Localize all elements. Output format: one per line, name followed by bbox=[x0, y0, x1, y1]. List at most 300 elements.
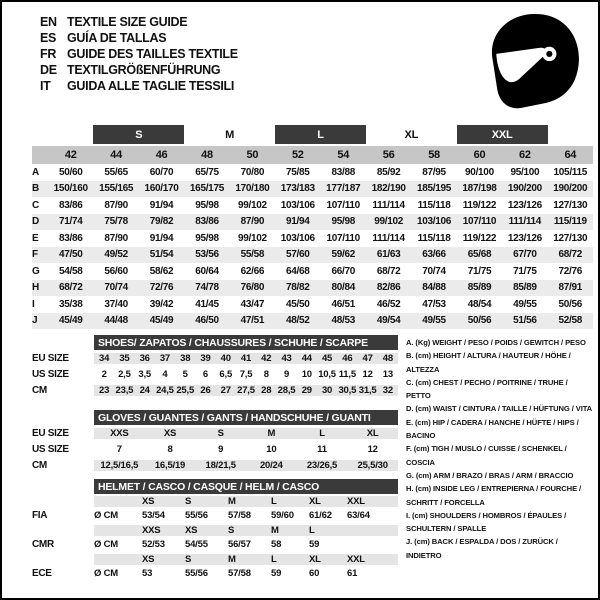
row-label: H bbox=[32, 282, 39, 294]
cell: 83/86 bbox=[58, 199, 83, 211]
helmet-fia-values-row bbox=[32, 509, 398, 524]
main-size-table bbox=[32, 125, 593, 329]
cell: 115/119 bbox=[553, 216, 587, 228]
cell: 68/72 bbox=[558, 249, 583, 261]
cell: 103/106 bbox=[280, 199, 315, 211]
cell: 68/72 bbox=[376, 265, 401, 277]
cell: 36 bbox=[139, 352, 150, 364]
helmet-cmr-sizes-row bbox=[32, 523, 398, 538]
cell: 6,5 bbox=[219, 368, 233, 380]
cell: 38 bbox=[180, 352, 191, 364]
cell: 7,5 bbox=[239, 368, 253, 380]
cell: 59 bbox=[271, 568, 282, 580]
cell: 91/94 bbox=[149, 232, 174, 244]
table-row-a bbox=[32, 164, 593, 181]
row-label: C bbox=[32, 199, 39, 211]
lang-code: DE bbox=[40, 63, 57, 77]
cell: 185/195 bbox=[417, 183, 452, 195]
cell: 84/88 bbox=[422, 282, 446, 294]
row-values bbox=[94, 539, 398, 550]
cell: 48/54 bbox=[467, 298, 492, 310]
lang-title: TEXTILE SIZE GUIDE bbox=[67, 15, 188, 29]
cell: 190/200 bbox=[553, 183, 588, 195]
cell: 56 bbox=[382, 149, 395, 161]
cell: XXL bbox=[347, 495, 365, 507]
cell: 11 bbox=[317, 443, 327, 455]
cell: 49/55 bbox=[422, 315, 446, 327]
row-values bbox=[94, 568, 398, 579]
lang-row-de bbox=[40, 62, 238, 78]
cell bbox=[94, 554, 142, 565]
cell: 54/55 bbox=[185, 539, 208, 551]
cell: 85/92 bbox=[376, 166, 401, 178]
cell: 91/94 bbox=[149, 199, 174, 211]
cell: 26 bbox=[200, 384, 211, 396]
band-m: M bbox=[225, 128, 235, 141]
shoes-cm-row bbox=[32, 382, 398, 398]
cell: 99/102 bbox=[237, 232, 267, 244]
cell: XXL bbox=[347, 553, 365, 565]
cell: 85/89 bbox=[467, 282, 492, 294]
lang-code: IT bbox=[40, 79, 51, 93]
cell: 44 bbox=[110, 149, 122, 161]
cell: 6 bbox=[202, 368, 208, 380]
cell: 48/53 bbox=[331, 315, 355, 327]
table-row-c bbox=[32, 197, 593, 214]
cell: 80/84 bbox=[331, 282, 355, 294]
cell: 187/198 bbox=[462, 183, 497, 195]
cell: 119/122 bbox=[462, 232, 497, 244]
cell: 54 bbox=[337, 149, 350, 161]
row-values bbox=[48, 315, 593, 326]
cell: 55/56 bbox=[185, 510, 208, 522]
cell: 59/62 bbox=[331, 249, 355, 261]
cell: 37 bbox=[159, 352, 171, 364]
cell: 57/58 bbox=[228, 510, 251, 522]
cell: 39/42 bbox=[149, 298, 174, 310]
gloves-header-row bbox=[32, 410, 398, 425]
cell: 51/56 bbox=[513, 315, 537, 327]
cell: 49/52 bbox=[104, 249, 128, 261]
cell: 65/68 bbox=[467, 249, 492, 261]
cell: 53 bbox=[142, 568, 153, 580]
row-values bbox=[48, 299, 593, 310]
cell: 60/70 bbox=[149, 166, 174, 178]
cell: M bbox=[271, 524, 279, 536]
row-label: US SIZE bbox=[32, 443, 69, 455]
row-values bbox=[94, 353, 398, 364]
legend-item-c: C. (cm) CHEST / PECHO / POITRINE / TRUHE / PETTO bbox=[406, 377, 568, 401]
cell: 61 bbox=[347, 568, 358, 580]
cell: 66/70 bbox=[331, 265, 355, 277]
cell: 57/58 bbox=[228, 568, 251, 580]
cell: L bbox=[319, 427, 325, 439]
row-values bbox=[94, 460, 398, 471]
cell: 4 bbox=[162, 368, 168, 380]
cell: 49/55 bbox=[513, 298, 537, 310]
cell: S bbox=[185, 553, 192, 565]
cell: Ø CM bbox=[94, 568, 119, 580]
cell: XS bbox=[163, 427, 177, 439]
cell: 160/170 bbox=[144, 183, 179, 195]
cell: 87/90 bbox=[104, 199, 128, 211]
legend-item-d: D. (cm) WAIST / CINTURA / TAILLE / HÜFTUNG / VITA bbox=[406, 404, 593, 414]
cell: 46 bbox=[155, 149, 168, 161]
table-row-e bbox=[32, 230, 593, 247]
cell: 75/78 bbox=[104, 216, 128, 228]
cell: 63/66 bbox=[422, 249, 446, 261]
size-header-row bbox=[32, 146, 593, 164]
lang-row-en bbox=[40, 14, 238, 30]
cell: 103/106 bbox=[417, 216, 452, 228]
cell: 71/75 bbox=[467, 265, 492, 277]
row-values bbox=[48, 183, 593, 194]
cell: 150/160 bbox=[53, 183, 88, 195]
cell: 182/190 bbox=[371, 183, 406, 195]
cell: 76/80 bbox=[240, 282, 265, 294]
size-values bbox=[48, 149, 593, 161]
cell: 155/165 bbox=[99, 183, 134, 195]
cell: 60 bbox=[473, 149, 486, 161]
lang-row-it bbox=[40, 78, 238, 94]
cell: 54/58 bbox=[58, 265, 83, 277]
band-s: S bbox=[93, 125, 184, 144]
band-xl: XL bbox=[404, 128, 419, 141]
cell: 87/91 bbox=[558, 282, 583, 294]
row-label: CM bbox=[32, 384, 47, 396]
cell: 20/24 bbox=[259, 459, 283, 471]
cell: Ø CM bbox=[94, 510, 119, 522]
row-label: CMR bbox=[32, 539, 54, 551]
legend-item-j: J. (cm) BACK / ESPALDA / DOS / ZURÜCK / INDIETRO bbox=[406, 537, 558, 560]
cell: 41 bbox=[240, 352, 252, 364]
table-row-j bbox=[32, 313, 593, 330]
cell: 24,5 bbox=[156, 384, 174, 396]
cell: 23,5 bbox=[115, 384, 134, 396]
row-label: B bbox=[32, 183, 39, 195]
cell: 43 bbox=[281, 352, 292, 364]
size-band-row bbox=[48, 125, 593, 144]
cell: 60 bbox=[309, 568, 320, 580]
row-values bbox=[48, 233, 593, 244]
cell: 59/60 bbox=[271, 510, 294, 522]
cell: 28 bbox=[261, 384, 272, 396]
cell: L bbox=[271, 553, 277, 565]
cell: 111/114 bbox=[372, 232, 405, 244]
cell: 7 bbox=[116, 443, 122, 455]
row-values bbox=[48, 266, 593, 277]
shoes-us-row bbox=[32, 366, 398, 382]
cell: 83/86 bbox=[195, 216, 219, 228]
cell: 18/21,5 bbox=[205, 459, 236, 471]
cell: 49/54 bbox=[376, 315, 401, 327]
cell: 83/88 bbox=[331, 166, 355, 178]
cell: 23/26,5 bbox=[306, 459, 338, 471]
cell: 74/78 bbox=[195, 282, 219, 294]
row-values bbox=[94, 525, 398, 536]
cell: 75/85 bbox=[286, 166, 310, 178]
row-label: D bbox=[32, 216, 39, 228]
cell: 11,5 bbox=[338, 368, 356, 380]
row-values bbox=[94, 554, 398, 565]
lang-code: ES bbox=[40, 31, 57, 45]
cell: S bbox=[228, 524, 235, 536]
cell: L bbox=[309, 524, 315, 536]
cell: 105/115 bbox=[553, 166, 588, 178]
accessory-tables bbox=[32, 335, 398, 581]
cell: 47/53 bbox=[422, 298, 446, 310]
cell: 68/72 bbox=[58, 282, 83, 294]
cell: 83/86 bbox=[58, 232, 83, 244]
shoes-header-row bbox=[32, 335, 398, 350]
cell: 52/58 bbox=[558, 315, 583, 327]
cell: 28,5 bbox=[277, 384, 296, 396]
cell: XL bbox=[366, 427, 379, 439]
cell: XS bbox=[142, 495, 155, 507]
cell: 52 bbox=[291, 149, 304, 161]
cell: XXS bbox=[142, 524, 161, 536]
cell: 55/65 bbox=[104, 166, 128, 178]
cell: 71/75 bbox=[513, 265, 537, 277]
cell: 53/56 bbox=[195, 249, 219, 261]
cell: 10 bbox=[301, 368, 312, 380]
cell: 9 bbox=[218, 443, 224, 455]
cell: 43/47 bbox=[240, 298, 265, 310]
cell: 71/74 bbox=[58, 216, 83, 228]
helmet-fia-sizes-row bbox=[32, 494, 398, 509]
cell: M bbox=[228, 553, 236, 565]
cell: 9 bbox=[283, 368, 290, 380]
cell: 95/98 bbox=[195, 199, 219, 211]
cell: 29 bbox=[301, 384, 312, 396]
cell: 70/74 bbox=[104, 282, 128, 294]
band-l: L bbox=[275, 125, 366, 144]
cell: 111/114 bbox=[508, 216, 542, 228]
cell: 62/66 bbox=[240, 265, 265, 277]
cell: 59 bbox=[309, 539, 320, 551]
racing-helmet-icon bbox=[482, 8, 584, 110]
cell: 31,5 bbox=[358, 384, 377, 396]
cell: 64/68 bbox=[286, 265, 310, 277]
gloves-us-row bbox=[32, 441, 398, 457]
lang-row-es bbox=[40, 30, 238, 46]
cell: 35/38 bbox=[58, 298, 83, 310]
cell: 12 bbox=[367, 443, 378, 455]
cell: 58 bbox=[428, 149, 440, 161]
helmet-cmr-values-row bbox=[32, 538, 398, 553]
cell: XL bbox=[309, 495, 321, 507]
cell: 115/118 bbox=[417, 199, 451, 211]
shoes-eu-row bbox=[32, 350, 398, 366]
lang-title: GUÍA DE TALLAS bbox=[67, 31, 167, 45]
cell: 5 bbox=[182, 368, 188, 380]
cell: XS bbox=[142, 553, 155, 565]
helmet-header-row bbox=[32, 479, 398, 494]
band-xxl: XXL bbox=[457, 125, 548, 144]
cell: 87/95 bbox=[422, 166, 446, 178]
cell: 42 bbox=[64, 149, 77, 161]
row-values bbox=[94, 428, 398, 439]
lang-title: GUIDA ALLE TAGLIE TESSILI bbox=[67, 79, 235, 93]
cell: 90/100 bbox=[465, 166, 494, 178]
row-label: G bbox=[32, 265, 40, 277]
row-values bbox=[48, 167, 593, 178]
cell: 67/70 bbox=[513, 249, 537, 261]
cell: XL bbox=[309, 553, 321, 565]
lang-code: EN bbox=[40, 15, 57, 29]
cell: 63/64 bbox=[347, 510, 370, 522]
cell: 41/45 bbox=[195, 298, 219, 310]
row-label: A bbox=[32, 166, 39, 178]
legend-item-a: A. (Kg) WEIGHT / PESO / POIDS / GEWITCH / PESO bbox=[406, 338, 586, 347]
row-values bbox=[48, 249, 593, 260]
cell: 2 bbox=[101, 368, 107, 380]
measurement-legend bbox=[398, 335, 594, 562]
cell: 16,5/19 bbox=[154, 459, 186, 471]
row-values bbox=[94, 510, 398, 521]
table-row-d bbox=[32, 214, 593, 231]
cell: 50/60 bbox=[58, 166, 83, 178]
cell: 87/90 bbox=[104, 232, 128, 244]
cell: 39 bbox=[200, 352, 211, 364]
cell: 53/54 bbox=[142, 510, 165, 522]
cell: 27 bbox=[220, 384, 231, 396]
cell: M bbox=[228, 495, 236, 507]
cell: 170/180 bbox=[235, 183, 270, 195]
cell: 58 bbox=[271, 539, 282, 551]
row-label: E bbox=[32, 232, 39, 244]
row-label: EU SIZE bbox=[32, 427, 69, 439]
cell: S bbox=[217, 427, 224, 439]
cell: 47/50 bbox=[58, 249, 83, 261]
cell: 52/53 bbox=[142, 539, 165, 551]
cell: 23 bbox=[99, 384, 110, 396]
cell: L bbox=[271, 495, 277, 507]
lang-title: TEXTILGRÖßENFÜHRUNG bbox=[67, 63, 221, 77]
cell: S bbox=[185, 495, 192, 507]
helmet-ece-sizes-row bbox=[32, 552, 398, 567]
legend-item-e: E. (cm) HIP / CADERA / HANCHE / HÜFTE / HIPS / BACINO bbox=[406, 417, 579, 441]
cell: 45 bbox=[321, 352, 333, 364]
cell: 44/48 bbox=[104, 315, 128, 327]
cell: 46/51 bbox=[331, 298, 355, 310]
cell: 48 bbox=[382, 352, 393, 364]
cell: 50/56 bbox=[467, 315, 492, 327]
row-label: FIA bbox=[32, 510, 48, 522]
legend-item-h: H. (cm) INSIDE LEG / ENTREPIERNA / FOURCHE / SCHRITT / FORCELLA bbox=[406, 484, 582, 507]
cell: 8 bbox=[263, 368, 269, 380]
cell: 123/126 bbox=[507, 199, 542, 211]
cell: 48/52 bbox=[286, 315, 310, 327]
row-values bbox=[48, 200, 593, 211]
gloves-cm-row bbox=[32, 457, 398, 473]
cell: 46/52 bbox=[376, 298, 401, 310]
lang-code: FR bbox=[40, 47, 57, 61]
cell: 61/63 bbox=[376, 249, 401, 261]
cell: 48 bbox=[201, 149, 213, 161]
cell: 45/50 bbox=[286, 298, 310, 310]
row-values bbox=[94, 385, 398, 396]
cell: 190/200 bbox=[507, 183, 542, 195]
cell: 24 bbox=[139, 384, 150, 396]
cell: M bbox=[267, 427, 276, 439]
cell: 177/187 bbox=[326, 183, 361, 195]
row-values bbox=[94, 444, 398, 455]
table-row-g bbox=[32, 263, 593, 280]
cell: 58/62 bbox=[149, 265, 174, 277]
cell: 95/98 bbox=[195, 232, 219, 244]
cell bbox=[94, 496, 142, 507]
table-row-b bbox=[32, 181, 593, 198]
lang-title: GUIDE DES TAILLES TEXTILE bbox=[67, 47, 238, 61]
cell: 61/62 bbox=[309, 510, 332, 522]
cell: 127/130 bbox=[553, 199, 588, 211]
cell: 44 bbox=[301, 352, 312, 364]
cell: 115/118 bbox=[417, 232, 451, 244]
cell: 3,5 bbox=[138, 368, 151, 380]
cell: 99/102 bbox=[237, 199, 267, 211]
row-label: ECE bbox=[32, 568, 52, 580]
cell: 123/126 bbox=[507, 232, 542, 244]
cell: 47 bbox=[362, 352, 373, 364]
cell: 95/100 bbox=[510, 166, 540, 178]
table-row-i bbox=[32, 296, 593, 313]
cell: 47/51 bbox=[240, 315, 265, 327]
helmet-ece-values-row bbox=[32, 567, 398, 582]
cell: 82/86 bbox=[376, 282, 401, 294]
row-label: CM bbox=[32, 459, 47, 471]
cell: 32 bbox=[382, 384, 393, 396]
gloves-eu-row bbox=[32, 425, 398, 441]
cell: 173/183 bbox=[280, 183, 315, 195]
cell: 60/64 bbox=[195, 265, 219, 277]
cell: 85/89 bbox=[513, 282, 537, 294]
cell: 46/50 bbox=[195, 315, 219, 327]
legend-item-i: I. (cm) SHOULDERS / HOMBROS / ÉPAULES / SCHULTERN / SPALLE bbox=[406, 510, 567, 534]
cell: 72/76 bbox=[149, 282, 174, 294]
legend-item-f: F. (cm) TIGH / MUSLO / CUISSE / SCHENKEL / COSCIA bbox=[406, 444, 567, 467]
cell bbox=[347, 525, 393, 536]
cell: 27,5 bbox=[237, 384, 255, 396]
cell: 55/56 bbox=[185, 568, 208, 580]
shoes-table-title: SHOES/ ZAPATOS / CHAUSSURES / SCHUHE / SCARPE bbox=[94, 335, 398, 350]
cell: 12 bbox=[362, 368, 373, 380]
cell: 35 bbox=[119, 352, 130, 364]
bottom-section bbox=[32, 335, 594, 581]
row-label: F bbox=[32, 249, 38, 261]
cell: 2,5 bbox=[118, 368, 131, 380]
cell: 37/40 bbox=[104, 298, 128, 310]
cell: 87/90 bbox=[240, 216, 265, 228]
cell: 10,5 bbox=[318, 368, 336, 380]
row-values bbox=[48, 282, 593, 293]
row-label: US SIZE bbox=[32, 368, 69, 380]
table-row-f bbox=[32, 247, 593, 264]
row-label: I bbox=[32, 298, 35, 310]
cell: 50 bbox=[246, 149, 259, 161]
cell: 46 bbox=[342, 352, 353, 364]
legend-item-b: B. (cm) HEIGHT / ALTURA / HAUTEUR / HÖHE / ALTEZZA bbox=[406, 351, 571, 374]
cell: 30 bbox=[321, 384, 333, 396]
cell: 107/110 bbox=[326, 199, 360, 211]
cell: 64 bbox=[564, 149, 577, 161]
cell: 34 bbox=[99, 352, 110, 364]
cell: 51/54 bbox=[149, 249, 174, 261]
cell: 72/76 bbox=[558, 265, 583, 277]
cell: XXS bbox=[110, 427, 129, 439]
cell: 57/60 bbox=[286, 249, 310, 261]
cell: 10 bbox=[266, 443, 277, 455]
